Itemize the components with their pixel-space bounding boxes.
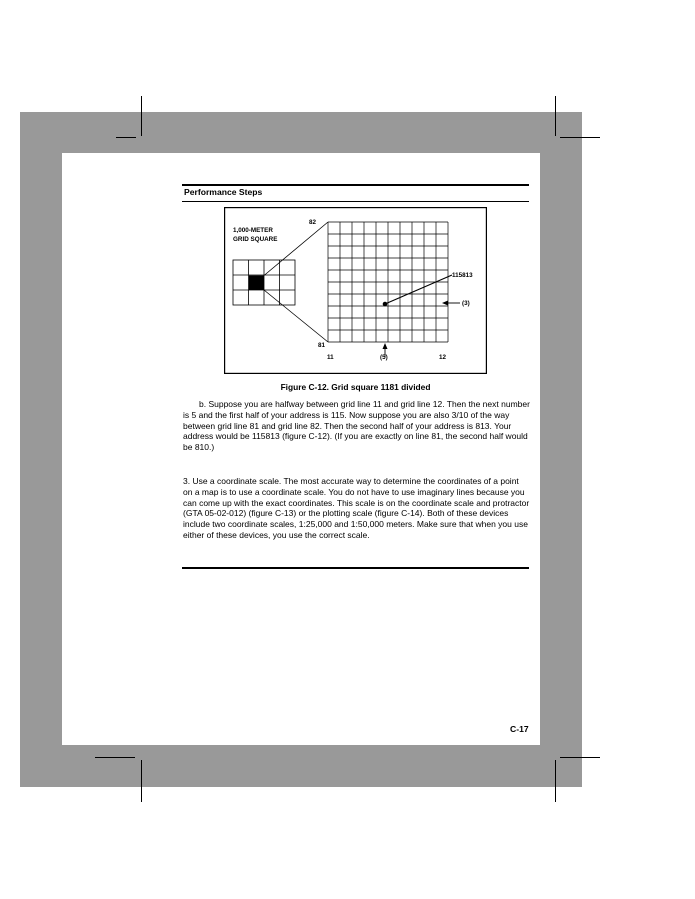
crop-mark-bottom-right-vertical: [555, 760, 556, 802]
header-rule-top: [182, 184, 529, 186]
grid-line-81-label: 81: [318, 342, 326, 349]
selected-grid-square: [249, 276, 264, 291]
crop-mark-top-left-horizontal: [116, 137, 136, 138]
grid-line-82-label: 82: [309, 219, 317, 226]
grid-square-label-line1: 1,000-METER: [233, 227, 273, 234]
figure-caption: Figure C-12. Grid square 1181 divided: [280, 382, 431, 392]
crop-mark-top-left-vertical: [141, 96, 142, 136]
leader-line-115813: [385, 275, 452, 304]
grid-square-figure: [224, 207, 487, 374]
arrow-5-head: [383, 343, 388, 349]
crop-mark-bottom-right-horizontal: [560, 757, 600, 758]
grid-line-12-label: 12: [439, 354, 447, 361]
crop-mark-bottom-left-horizontal: [95, 757, 135, 758]
paragraph-b: [183, 399, 530, 453]
crop-mark-top-right-vertical: [555, 96, 556, 136]
coordinate-115813-label: 115813: [452, 272, 473, 279]
projection-line-top: [264, 222, 328, 276]
page-number: C-17: [510, 724, 529, 734]
enlarged-grid: [328, 222, 448, 342]
header-rule-bottom: [182, 201, 529, 202]
grid-square-label-line2: GRID SQUARE: [233, 236, 278, 243]
section-header-title: Performance Steps: [184, 187, 263, 197]
paragraph-3: [183, 476, 530, 541]
paragraph-b-text: b. Suppose you are halfway between grid line 11 and grid line 12. Then the next number is 5 and the first half of your address is 115. Now suppose you are also 3/10 of the way between grid line 81 and grid line 82. Then the second half of your address is 813. Your address would be 115813 (figure C-12). (If you are exactly on line 81, the second half would be 810.): [183, 399, 530, 453]
label-3: (3): [462, 300, 470, 307]
crop-mark-bottom-left-vertical: [141, 760, 142, 802]
section-end-rule: [182, 567, 529, 569]
paragraph-3-text: 3. Use a coordinate scale. The most accurate way to determine the coordinates of a point on a map is to use a coordinate scale. You do not have to use imaginary lines because you can come up with the exact coordinates. This scale is on the coordinate scale and protractor (GTA 05-02-012) (figure C-13) or the plotting scale (figure C-14). Both of these devices include two coordinate scales, 1:25,000 and 1:50,000 meters. Make sure that when you use either of these devices, you use the correct scale.: [183, 476, 530, 540]
arrow-3-head: [442, 301, 448, 306]
crop-mark-top-right-horizontal: [560, 137, 600, 138]
label-5: (5): [380, 354, 388, 361]
grid-line-11-label: 11: [327, 354, 334, 361]
projection-line-bottom: [264, 290, 328, 342]
